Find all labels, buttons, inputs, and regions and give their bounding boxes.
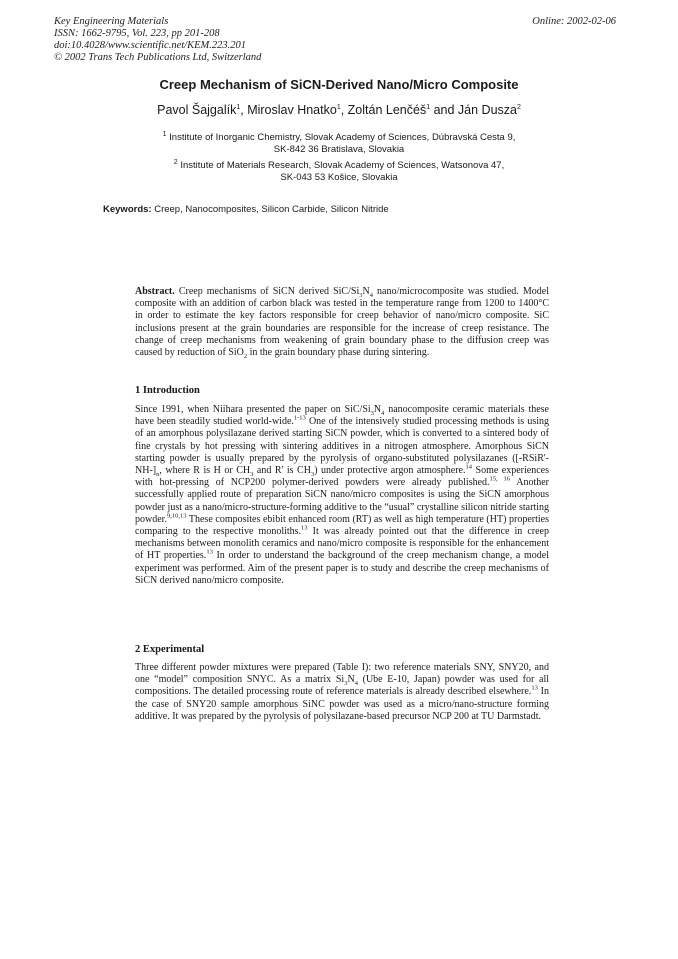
keywords	[103, 204, 389, 215]
body-text: N	[347, 674, 355, 686]
affiliation-line: SK-043 53 Košice, Slovakia	[280, 172, 398, 184]
subscript: 2	[243, 353, 248, 361]
body-text: N	[373, 404, 382, 415]
affiliation-number: 1	[162, 131, 167, 138]
experimental-paragraph	[135, 662, 549, 723]
section-heading-experimental: 2 Experimental	[135, 644, 205, 655]
affiliation-line: Institute of Materials Research, Slovak Academy of Sciences, Watsonova 47,	[180, 160, 505, 172]
citation-ref: 1-13	[293, 414, 306, 422]
body-text: (Ube E-10, Japan) powder was used for all compositions. The detailed processing route of reference materials is already described elsewhere.	[135, 674, 550, 698]
body-text: nanocomposite ceramic materials these have been steadily studied world-wide.	[135, 404, 549, 428]
author-name: Miroslav Hnatko	[247, 103, 337, 117]
subscript: 3	[250, 471, 254, 479]
doi-line: doi:10.4028/www.scientific.net/KEM.223.201	[54, 40, 246, 51]
body-text: Some experiences with hot-pressing of NCP200 polymer-derived powders were already published.	[135, 465, 549, 489]
body-text: Three different powder mixtures were prepared (Table I): two reference materials SNY, SNY20, and one “model” composition SNYC. As a matrix Si	[135, 662, 549, 686]
abstract	[135, 286, 549, 359]
online-date: Online: 2002-02-06	[532, 16, 616, 27]
abstract-label: Abstract.	[135, 286, 175, 297]
author-name: Ján Dusza	[457, 103, 517, 117]
citation-ref: 13	[531, 685, 538, 693]
body-text: These composites ebibit enhanced room (RT) as well as high temperature (HT) properties comparing to the respective monoliths.	[135, 513, 549, 538]
paper-title: Creep Mechanism of SiCN-Derived Nano/Micro Composite	[159, 77, 519, 92]
author-affiliation-mark: 1	[336, 103, 341, 111]
abstract-text: N	[362, 286, 370, 297]
subscript: n	[156, 471, 160, 479]
citation-ref: 15, 16	[489, 475, 511, 483]
citation-ref: 14	[465, 463, 472, 471]
journal-name: Key Engineering Materials	[54, 16, 169, 27]
body-text: and R' is CH	[253, 465, 311, 477]
citation-ref: 13	[206, 549, 213, 557]
body-text: Since 1991, when Niihara presented the paper on SiC/Si	[135, 404, 371, 415]
abstract-text: nano/microcomposite was studied. Model composite with an addition of carbon black was tested in the temperature range from 1200 to 1400°C in order to estimate the key factors responsible for creep behavior of nano/micro composite. SiC inclusions present at the grain boundaries are responsible for the increase of creep resistance. The change of creep mechanisms from weakening of grain boundary phase to the diffusion creep was caused by reduction of SiO	[135, 286, 549, 359]
introduction-paragraph	[135, 404, 549, 587]
affiliation-2	[0, 157, 678, 184]
affiliation-line: Institute of Inorganic Chemistry, Slovak Academy of Sciences, Dúbravská Cesta 9,	[169, 132, 516, 144]
subscript: 3	[310, 471, 315, 479]
subscript: 3	[344, 680, 348, 688]
keywords-text: Creep, Nanocomposites, Silicon Carbide, Silicon Nitride	[154, 204, 389, 215]
body-text: It was already pointed out that the difference in creep mechanisms between monolith ceramics and nano/micro composite is responsible for the enhancement of HT properties.	[135, 526, 549, 562]
subscript: 4	[381, 410, 385, 417]
keywords-label: Keywords:	[103, 204, 152, 215]
author-name: Pavol Šajgalík	[157, 103, 237, 117]
abstract-text: in the grain boundary phase during sintering.	[247, 347, 430, 359]
author-affiliation-mark: 1	[236, 103, 241, 111]
author-affiliation-mark: 2	[516, 103, 521, 111]
author-list: Pavol Šajgalík$^1$, Miroslav Hnatko$^1$, Zoltán Lenčéš$^1$ and Ján Dusza$^2$	[157, 103, 521, 117]
body-text: In order to understand the background of the creep mechanism change, a model experiment was performed. Aim of the present paper is to study and describe the creep mechanisms of SiCN derived nano/micro composite.	[135, 550, 549, 586]
body-text: In the case of SNY20 sample amorphous SiNC powder was used as a micro/nano-structure forming additive. It was prepared by the pyrolysis of polysilazane-based precursor NCP 200 at TU Darmstadt.	[135, 686, 549, 722]
body-text: , where R is H or CH	[159, 465, 251, 477]
copyright-line: © 2002 Trans Tech Publications Ltd, Switzerland	[54, 52, 262, 63]
affiliation-1	[0, 129, 678, 156]
affiliation-line: SK-842 36 Bratislava, Slovakia	[273, 144, 405, 156]
author-affiliation-mark: 1	[426, 103, 431, 111]
citation-ref: 9,10,13	[166, 512, 187, 520]
subscript: 4	[369, 292, 373, 299]
body-text: One of the intensively studied processing methods is using of an amorphous polysilazane derived starting SiCN powder, which is converted to a sintered body of fine crystals by hot pressing with sintering additives in a nitrogen atmosphere. Amorphous SiCN starting powder is usually prepared by the pyrolysis of organo-substituted polysilazanes ([-RSiR'-NH-]	[135, 416, 549, 477]
section-heading-introduction: 1 Introduction	[135, 385, 200, 396]
citation-ref: 13	[301, 524, 308, 532]
abstract-text: Creep mechanisms of SiCN derived SiC/Si	[178, 286, 360, 297]
journal-header	[54, 16, 261, 64]
author-name: Zoltán Lenčéš	[347, 103, 427, 117]
subscript: 3	[370, 410, 374, 417]
body-text: Another successfully applied route of preparation SiCN nano/micro composites is using the SiCN amorphous powder just as a nano/micro-structure-forming additive to the “usual” crystalline silicon nitride starting powder.	[135, 477, 550, 525]
body-text: ) under protective argon atmosphere.	[314, 465, 466, 477]
subscript: 4	[354, 680, 358, 688]
subscript: 3	[359, 292, 363, 299]
affiliation-number: 2	[173, 159, 178, 166]
issn-line: ISSN: 1662-9795, Vol. 223, pp 201-208	[54, 28, 220, 39]
